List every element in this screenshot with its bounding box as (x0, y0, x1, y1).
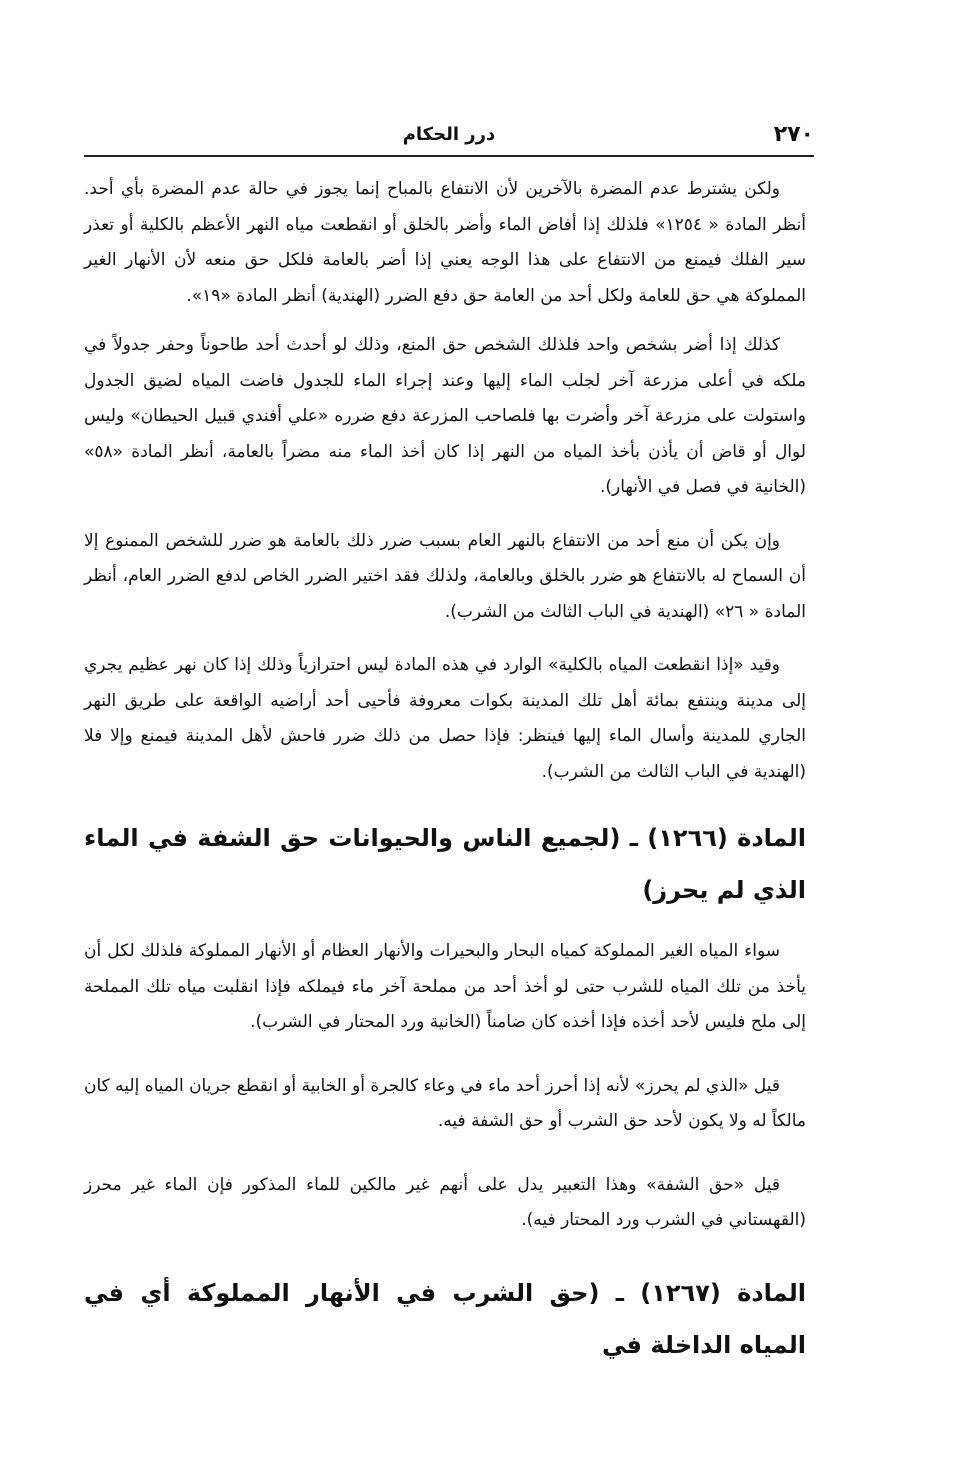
paragraph: سواء المياه الغير المملوكة كمياه البحار والبحيرات والأنهار العظام أو الأنهار المملوكة فلذلك لكل أن يأخذ من تلك المياه للشرب حتى لو أخذ أحد من مملحة آخر ماء فيملكه فإذا انقلبت مياه تلك المملحة إلى ملح فليس لأحد أخذه فإذا أخذه كان ضامناً (الخانية ورد المحتار في الشرب). (84, 941, 806, 1032)
paragraph: ولكن يشترط عدم المضرة بالآخرين لأن الانتفاع بالمباح إنما يجوز في حالة عدم المضرة بأي أحد. أنظر المادة « ١٢٥٤» فلذلك إذا أفاض الماء وأضر بالخلق أو انقطعت مياه النهر الأعظم بالكلية أو تعذر سير الفلك فيمنع من الانتفاع على هذا الوجه يعني إذا أضر بالعامة فلكل حق منعه لأن الأنهار الغير المملوكة هي حق للعامة ولكل أحد من العامة حق دفع الضرر (الهندية) أنظر المادة «١٩». (84, 179, 806, 306)
page-number: ٢٧٠ (773, 122, 814, 147)
article-heading-1267: المادة (١٢٦٧) ـ (حق الشرب في الأنهار المملوكة أي في المياه الداخلة في (84, 1278, 806, 1359)
paragraph: قيل «الذي لم يحرز» لأنه إذا أحرز أحد ماء في وعاء كالجرة أو الخابية أو انقطع جريان المياه إليه كان مالكاً له ولا يكون لأحد حق الشرب أو حق الشفة فيه. (84, 1075, 806, 1131)
page-header (84, 122, 814, 152)
paragraph: كذلك إذا أضر بشخص واحد فلذلك الشخص حق المنع، وذلك لو أحدث أحد طاحوناً وحفر جدولاً في ملكه في أعلى مزرعة آخر لجلب الماء إليها وعند إجراء الماء للجدول فاضت المياه لضيق الجدول واستولت على مزرعة آخر وأضرت بها فلصاحب المزرعة دفع ضرره «علي أفندي قبيل الحيطان» وليس لوال أو قاض أن يأذن بأخذ المياه من النهر إذا كان أخذ الماء منه مضراً بالعامة، أنظر المادة «٥٨» (الخانية في فصل في الأنهار). (84, 335, 806, 497)
paragraph: وإن يكن أن منع أحد من الانتفاع بالنهر العام بسبب ضرر ذلك بالعامة هو ضرر للشخص الممنوع إلا أن السماح له بالانتفاع هو ضرر بالخلق وبالعامة، ولذلك فقد اختير الضرر الخاص لدفع الضرر العام، أنظر المادة « ٢٦» (الهندية في الباب الثالث من الشرب). (84, 530, 806, 622)
paragraph: قيل «حق الشفة» وهذا التعبير يدل على أنهم غير مالكين للماء المذكور فإن الماء غير محرز (القهستاني في الشرب ورد المحتار فيه). (84, 1174, 806, 1230)
header-divider (84, 155, 814, 157)
book-title: درر الحكام (402, 124, 496, 145)
article-heading-1266: المادة (١٢٦٦) ـ (لجميع الناس والحيوانات حق الشفة في الماء الذي لم يحرز) (84, 824, 806, 904)
paragraph: وقيد «إذا انقطعت المياه بالكلية» الوارد في هذه المادة ليس احترازياً وذلك إذا كان نهر عظيم يجري إلى مدينة وينتفع بمائة أهل تلك المدينة بكوات معروفة فأحيى أحد أراضيه الواقعة على طريق النهر الجاري للمدينة وأسال الماء إليها فينظر: فإذا حصل من ذلك ضرر فاحش لأهل المدينة فيمنع وإلا فلا (الهندية في الباب الثالث من الشرب). (84, 655, 806, 782)
page-body (84, 172, 806, 1389)
